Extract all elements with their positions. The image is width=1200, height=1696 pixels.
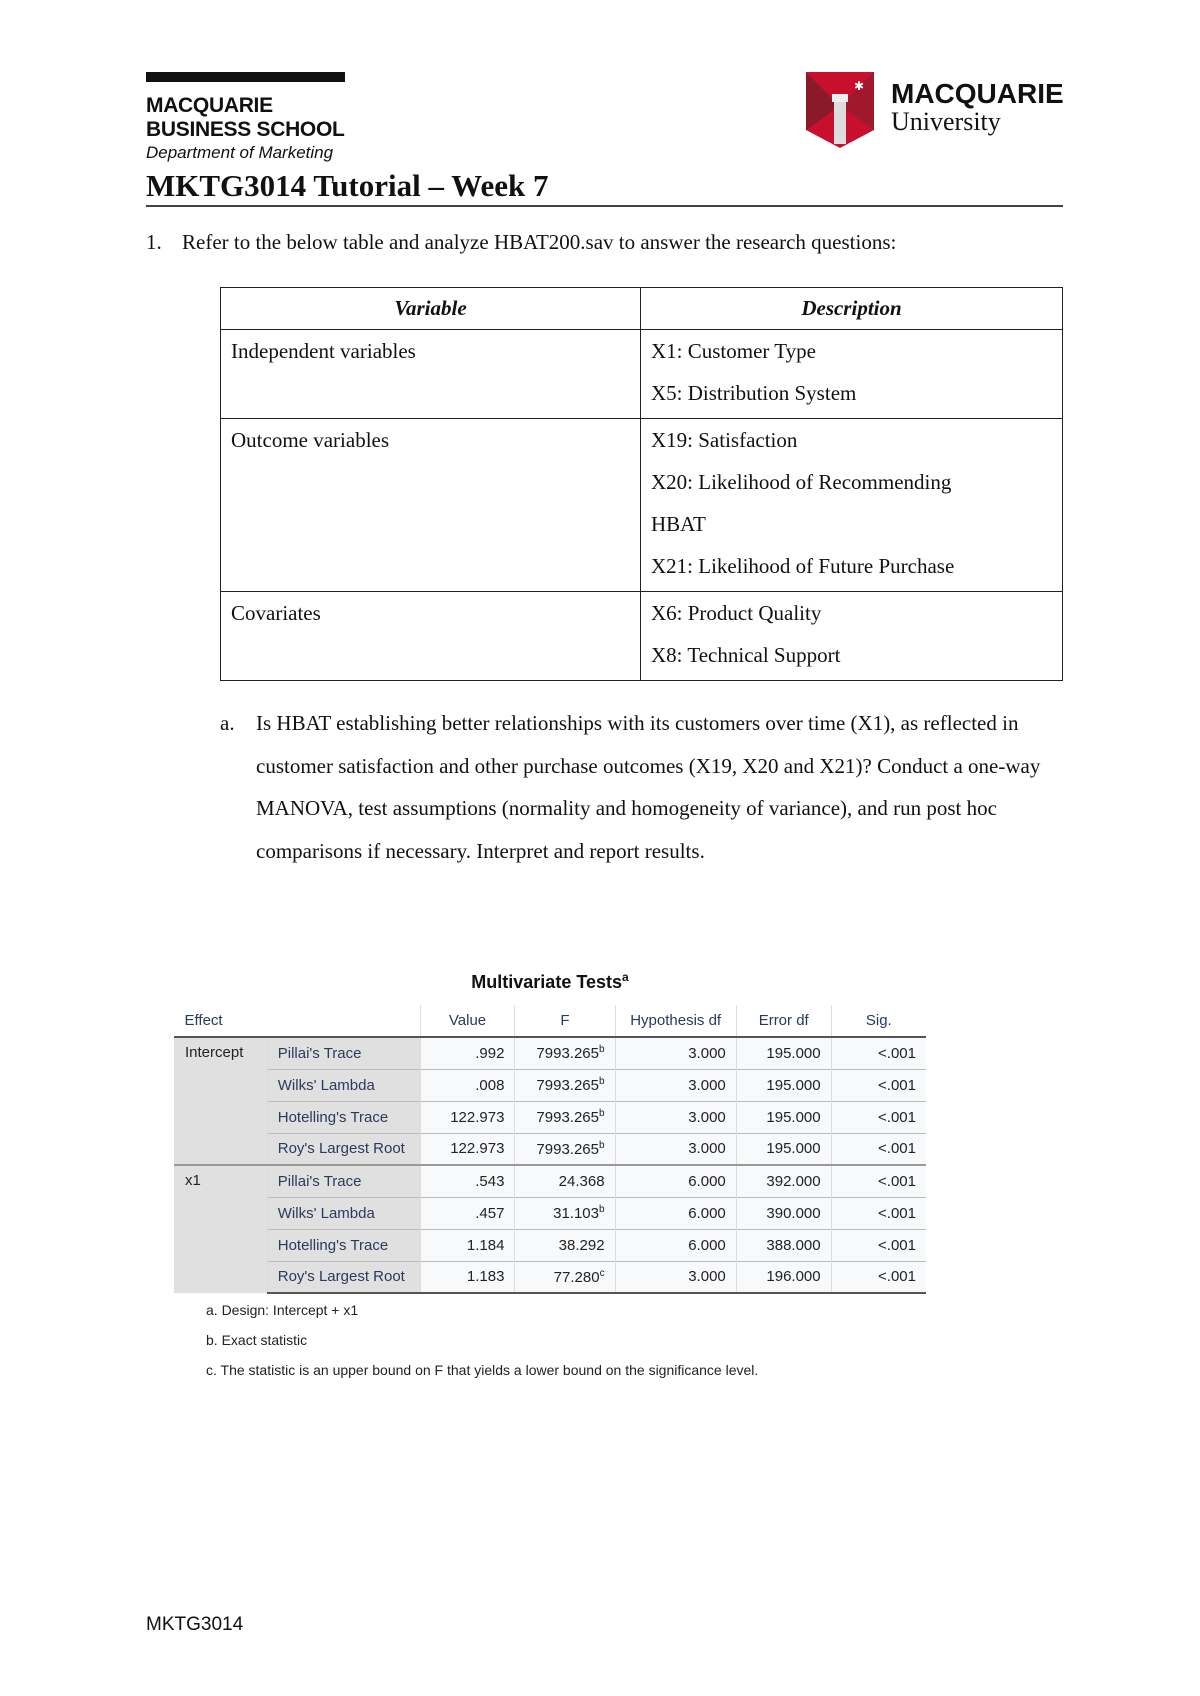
question-1 <box>146 230 896 255</box>
effect-cell: x1 <box>175 1165 268 1293</box>
f-value: 7993.265 <box>536 1045 599 1063</box>
description-item: X20: Likelihood of Recommending <box>651 470 952 494</box>
value-cell: .543 <box>420 1165 515 1197</box>
hypothesis-df-cell: 3.000 <box>615 1069 736 1101</box>
hypothesis-df-cell: 3.000 <box>615 1037 736 1069</box>
table-row <box>175 1101 927 1133</box>
f-cell <box>515 1069 615 1101</box>
footer-text: MKTG3014 <box>146 1614 244 1635</box>
f-footnote-mark: b <box>599 1108 605 1119</box>
table-notes <box>206 1295 758 1385</box>
statistic-cell: Wilks' Lambda <box>267 1197 420 1229</box>
header-value: Value <box>420 1005 515 1037</box>
f-cell <box>515 1229 615 1261</box>
header-effect: Effect <box>175 1005 421 1037</box>
description-item: HBAT <box>651 512 706 536</box>
header-f: F <box>515 1005 615 1037</box>
f-value: 38.292 <box>558 1237 605 1254</box>
note: c. The statistic is an upper bound on F that yields a lower bound on the significance level. <box>206 1362 759 1378</box>
table-row <box>175 1037 927 1069</box>
f-cell <box>515 1133 615 1165</box>
f-footnote-mark: b <box>599 1044 605 1056</box>
table-row <box>221 592 1063 681</box>
sig-cell: <.001 <box>831 1101 926 1133</box>
sig-cell: <.001 <box>831 1197 926 1229</box>
table-row <box>175 1133 927 1165</box>
hypothesis-df-cell: 6.000 <box>615 1229 736 1261</box>
header-bar <box>146 72 345 82</box>
error-df-cell: 388.000 <box>736 1229 831 1261</box>
statistic-cell: Roy's Largest Root <box>267 1133 420 1165</box>
header-sig: Sig. <box>831 1005 926 1037</box>
f-value: 77.280 <box>553 1268 600 1286</box>
value-cell: .457 <box>420 1197 515 1229</box>
table-row <box>221 419 1063 592</box>
question-number: 1. <box>146 230 162 254</box>
error-df-cell: 195.000 <box>736 1037 831 1069</box>
question-text: Refer to the below table and analyze HBAT200.sav to answer the research questions: <box>182 230 897 254</box>
value-cell: .992 <box>420 1037 515 1069</box>
variables-table <box>220 287 1063 681</box>
value-cell: 1.183 <box>420 1261 515 1293</box>
variable-cell: Covariates <box>231 601 321 625</box>
table-row <box>175 1197 927 1229</box>
school-name <box>146 94 345 142</box>
table-row <box>175 1165 927 1197</box>
school-line2: BUSINESS SCHOOL <box>146 118 345 141</box>
sig-cell: <.001 <box>831 1037 926 1069</box>
variable-cell: Outcome variables <box>231 428 390 452</box>
statistic-cell: Roy's Largest Root <box>267 1261 420 1293</box>
f-cell <box>515 1197 615 1229</box>
multivariate-tests-table <box>174 1005 926 1294</box>
header-hypothesis-df: Hypothesis df <box>615 1005 736 1037</box>
hypothesis-df-cell: 3.000 <box>615 1261 736 1293</box>
f-cell <box>515 1037 615 1069</box>
f-cell <box>515 1165 615 1197</box>
statistic-cell: Pillai's Trace <box>267 1037 420 1069</box>
effect-cell: Intercept <box>175 1037 268 1165</box>
error-df-cell: 390.000 <box>736 1197 831 1229</box>
description-item: X6: Product Quality <box>651 601 822 625</box>
hypothesis-df-cell: 3.000 <box>615 1101 736 1133</box>
f-footnote-mark: c <box>599 1267 605 1279</box>
description-item: X8: Technical Support <box>651 643 841 667</box>
value-cell: 1.184 <box>420 1229 515 1261</box>
table-row <box>175 1069 927 1101</box>
table-title: Multivariate Tests <box>471 972 623 992</box>
sig-cell: <.001 <box>831 1069 926 1101</box>
hypothesis-df-cell: 6.000 <box>615 1165 736 1197</box>
note: a. Design: Intercept + x1 <box>206 1302 359 1318</box>
value-cell: 122.973 <box>420 1101 515 1133</box>
svg-text:✱: ✱ <box>854 79 865 93</box>
error-df-cell: 195.000 <box>736 1101 831 1133</box>
error-df-cell: 195.000 <box>736 1069 831 1101</box>
department: Department of Marketing <box>146 143 334 162</box>
statistic-cell: Hotelling's Trace <box>267 1101 420 1133</box>
variable-cell: Independent variables <box>231 339 416 363</box>
description-item: X19: Satisfaction <box>651 428 798 452</box>
table-row <box>175 1261 927 1293</box>
statistic-cell: Wilks' Lambda <box>267 1069 420 1101</box>
f-value: 7993.265 <box>536 1109 599 1126</box>
table-row <box>175 1229 927 1261</box>
question-a-text: Is HBAT establishing better relationships with its customers over time (X1), as reflected in customer satisfaction and other purchase outcomes (X19, X20 and X21)? Conduct a one-way MANOVA, test assumptions (normality and homogeneity of variance), and run post hoc comparisons if necessary. Interpret and report results. <box>256 711 1041 863</box>
f-value: 31.103 <box>553 1205 599 1222</box>
error-df-cell: 196.000 <box>736 1261 831 1293</box>
f-value: 7993.265 <box>536 1140 599 1158</box>
note: b. Exact statistic <box>206 1332 308 1348</box>
multivariate-tests-title <box>174 970 926 993</box>
f-footnote-mark: b <box>599 1139 605 1151</box>
title-footnote-mark: a <box>622 970 629 984</box>
f-value: 24.368 <box>558 1173 605 1191</box>
hypothesis-df-cell: 3.000 <box>615 1133 736 1165</box>
sig-cell: <.001 <box>831 1133 926 1165</box>
statistic-cell: Hotelling's Trace <box>267 1229 420 1261</box>
f-value: 7993.265 <box>536 1077 599 1094</box>
description-item: X1: Customer Type <box>651 339 816 363</box>
value-cell: 122.973 <box>420 1133 515 1165</box>
header-variable: Variable <box>221 288 641 330</box>
sig-cell: <.001 <box>831 1229 926 1261</box>
hypothesis-df-cell: 6.000 <box>615 1197 736 1229</box>
sig-cell: <.001 <box>831 1165 926 1197</box>
value-cell: .008 <box>420 1069 515 1101</box>
title-rule <box>146 205 1063 207</box>
description-item: X5: Distribution System <box>651 381 857 405</box>
f-cell <box>515 1101 615 1133</box>
error-df-cell: 392.000 <box>736 1165 831 1197</box>
question-a <box>220 702 1060 872</box>
question-a-label: a. <box>220 711 235 735</box>
statistic-cell: Pillai's Trace <box>267 1165 420 1197</box>
logo-name: MACQUARIE <box>891 78 1064 109</box>
error-df-cell: 195.000 <box>736 1133 831 1165</box>
description-item: X21: Likelihood of Future Purchase <box>651 554 955 578</box>
sig-cell: <.001 <box>831 1261 926 1293</box>
header-error-df: Error df <box>736 1005 831 1037</box>
logo-subname: University <box>891 107 1001 136</box>
school-line1: MACQUARIE <box>146 94 273 117</box>
table-row <box>221 330 1063 419</box>
page-title: MKTG3014 Tutorial – Week 7 <box>146 168 549 203</box>
f-footnote-mark: b <box>599 1076 605 1087</box>
f-footnote-mark: b <box>599 1204 605 1215</box>
header-description: Description <box>641 288 1063 330</box>
f-cell <box>515 1261 615 1293</box>
macquarie-crest-icon <box>806 72 874 148</box>
